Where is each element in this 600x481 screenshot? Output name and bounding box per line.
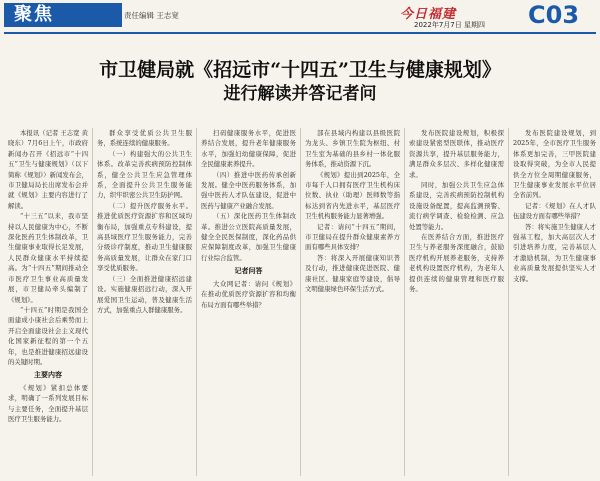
paragraph: 部在县域内构建以县级医院为龙头、乡镇卫生院为枢纽、村卫生室为基础的县乡村一体化服务体系，推动资源下沉。	[305, 129, 400, 169]
headline-line-2: 进行解读并答记者问	[223, 84, 377, 104]
editor-credit: 责任编辑 王志宽	[124, 11, 179, 20]
paragraph: 答：将深入开展健康知识普及行动，推进健康促进医院、健康社区、健康家庭等建设，倡导文明健康绿色环保生活方式。	[305, 253, 400, 294]
column-divider	[92, 128, 93, 476]
paragraph: 大众网记者：请问《规划》在推动优质医疗资源扩容和均衡布局方面有哪些举措？	[201, 279, 296, 309]
article-column-3	[201, 128, 296, 478]
subheading: 记者问答	[234, 267, 263, 276]
paragraph: 记者：《规划》在人才队伍建设方面有哪些举措？	[513, 201, 596, 221]
article-column-5	[409, 128, 504, 478]
article-column-4	[305, 128, 400, 478]
paragraph: “十四五”时期是我国全面建成小康社会后乘势而上开启全面建设社会主义现代化国家新征程的第一个五年，也是推进健康招远建设的关键时期。	[8, 305, 88, 366]
column-divider	[508, 128, 509, 476]
paragraph: 《规划》提出到2025年，全市每千人口拥有医疗卫生机构床位数、执业（助理）医师数等指标达到省内先进水平，基层医疗卫生机构服务能力显著增强。	[305, 170, 400, 221]
article-column-2	[97, 128, 192, 478]
header-rule	[4, 32, 596, 34]
paragraph: “十三五”以来，我市坚持以人民健康为中心，不断深化医药卫生体制改革，卫生健康事业取得长足发展，人民群众健康水平持续提高。为“十四五”期间推动全市医疗卫生事业高质量发展，市卫健局牵头编制了《规划》。	[8, 212, 88, 304]
masthead	[0, 0, 600, 30]
paragraph: 记者：请问“十四五”期间，市卫健局在提升群众健康素养方面有哪些具体安排？	[305, 222, 400, 252]
paragraph: （五）深化医药卫生体制改革。推进公立医院高质量发展，健全全民医保制度，深化药品供应保障制度改革，加强卫生健康行业综合监管。	[201, 212, 296, 262]
subheading: 主要内容	[34, 371, 62, 380]
article-column-6	[513, 128, 596, 478]
paragraph: 发布医院建设规划，积极探索建设紧密型医联体，推动医疗资源共享，提升基层服务能力，满足群众多层次、多样化健康需求。	[409, 129, 504, 179]
page-number: C03	[528, 1, 580, 29]
paragraph: 《规划》紧扣总体要求，明确了一系列发展目标与主要任务，全面提升基层医疗卫生服务能力。	[8, 383, 88, 423]
article-column-1	[8, 128, 88, 478]
paragraph: 发布医院建设规划，到2025年，全市医疗卫生服务体系更加完善，三甲医院建设取得突破，为全市人民提供全方位全周期健康服务，卫生健康事业发展水平位居全省前列。	[513, 129, 596, 200]
headline-line-1: 市卫健局就《招远市“十四五”卫生与健康规划》	[99, 59, 501, 81]
paragraph: （三）全面推进健康招远建设。实施健康招远行动，深入开展爱国卫生运动，普及健康生活方式，加强重点人群健康服务。	[97, 274, 192, 314]
paragraph: 在医养结合方面，推进医疗卫生与养老服务深度融合，鼓励医疗机构开展养老服务，支持养老机构设置医疗机构，为老年人提供连续的健康管理和医疗服务。	[409, 233, 504, 294]
paragraph: （一）构建强大的公共卫生体系。改革完善疾病预防控制体系，健全公共卫生应急管理体系，全面提升公共卫生服务能力，织牢织密公共卫生防护网。	[97, 149, 192, 200]
paragraph: 同时，加强公共卫生应急体系建设，完善疾病预防控制机构设施设备配置，提高监测预警、流行病学调查、检验检测、应急处置等能力。	[409, 181, 504, 231]
paragraph: 本报讯（记者 王志宽 黄晓东）7月6日上午，市政府新闻办召开《招远市“十四五”卫生与健康规划》（以下简称《规划》）新闻发布会，市卫健局局长出席发布会并就《规划》主要内容进行了解读。	[8, 129, 88, 210]
paragraph: 答：将实施卫生健康人才强基工程，加大高层次人才引进培养力度，完善基层人才激励机制，为卫生健康事业高质量发展提供坚实人才支撑。	[513, 222, 596, 283]
column-divider	[404, 128, 405, 476]
column-divider	[300, 128, 301, 476]
issue-date: 2022年7月7日 星期四	[414, 21, 485, 29]
paragraph: （二）提升医疗服务水平。推进优质医疗资源扩容和区域均衡布局，加强重点专科建设，提高县域医疗卫生服务能力，完善分级诊疗制度，推动卫生健康服务高质量发展，让群众在家门口享受优质服务。	[97, 201, 192, 273]
article-headline	[0, 58, 600, 106]
paragraph: 群众享受优质公共卫生服务，系统连续的健康服务。	[97, 129, 192, 148]
section-tag: 聚焦	[4, 3, 122, 27]
paper-logo: 今日福建	[400, 7, 457, 22]
paragraph: 扫码健康服务水平，促进医养结合发展，提升老年健康服务水平，加强妇幼健康保障，促进全民健康素养提升。	[201, 129, 296, 169]
column-divider	[196, 128, 197, 476]
paragraph: （四）推进中医药传承创新发展。健全中医药服务体系，加强中医药人才队伍建设，促进中医药与健康产业融合发展。	[201, 170, 296, 210]
